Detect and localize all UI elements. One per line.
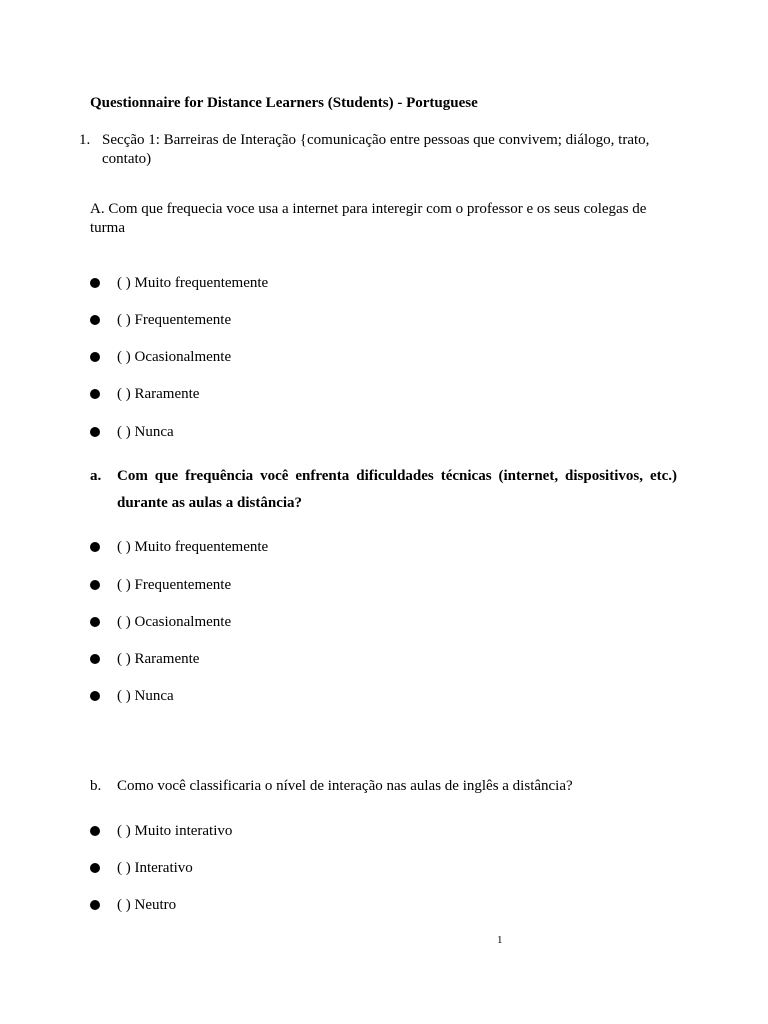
- bullet-icon: [90, 389, 100, 399]
- bullet-icon: [90, 580, 100, 590]
- page-number: 1: [497, 934, 503, 946]
- bullet-icon: [90, 900, 100, 910]
- option-label: ( ) Muito frequentemente: [117, 539, 269, 555]
- bullet-icon: [90, 427, 100, 437]
- option-label: ( ) Raramente: [117, 651, 200, 667]
- section-number: 1.: [79, 132, 91, 148]
- question-text: Como você classificaria o nível de interação nas aulas de inglês a distância?: [117, 778, 573, 794]
- bullet-icon: [90, 691, 100, 701]
- option-label: ( ) Muito interativo: [117, 823, 233, 839]
- option-label: ( ) Nunca: [117, 688, 174, 704]
- bullet-icon: [90, 654, 100, 664]
- option-label: ( ) Interativo: [117, 860, 193, 876]
- question-marker: b.: [90, 778, 102, 794]
- bullet-icon: [90, 352, 100, 362]
- option-label: ( ) Nunca: [117, 424, 174, 440]
- bullet-icon: [90, 826, 100, 836]
- section-text: Secção 1: Barreiras de Interação {comunicação entre pessoas que convivem; diálogo, trato, contato): [102, 132, 650, 167]
- question-a-upper-text: A. Com que frequecia voce usa a internet para interegir com o professor e os seus colegas de turma: [90, 201, 647, 236]
- option-label: ( ) Ocasionalmente: [117, 349, 232, 365]
- document-title: Questionnaire for Distance Learners (Students) - Portuguese: [90, 95, 478, 111]
- option-label: ( ) Ocasionalmente: [117, 614, 232, 630]
- option-label: ( ) Frequentemente: [117, 312, 232, 328]
- bullet-icon: [90, 617, 100, 627]
- option-label: ( ) Frequentemente: [117, 577, 232, 593]
- bullet-icon: [90, 863, 100, 873]
- question-a-lower: [90, 463, 677, 517]
- option-label: ( ) Raramente: [117, 386, 200, 402]
- question-text: Com que frequência você enfrenta dificuldades técnicas (internet, dispositivos, etc.) durante as aulas a distância?: [117, 468, 677, 511]
- bullet-icon: [90, 278, 100, 288]
- bullet-icon: [90, 315, 100, 325]
- bullet-icon: [90, 542, 100, 552]
- option-label: ( ) Neutro: [117, 897, 177, 913]
- option-label: ( ) Muito frequentemente: [117, 275, 269, 291]
- question-marker: a.: [90, 468, 102, 484]
